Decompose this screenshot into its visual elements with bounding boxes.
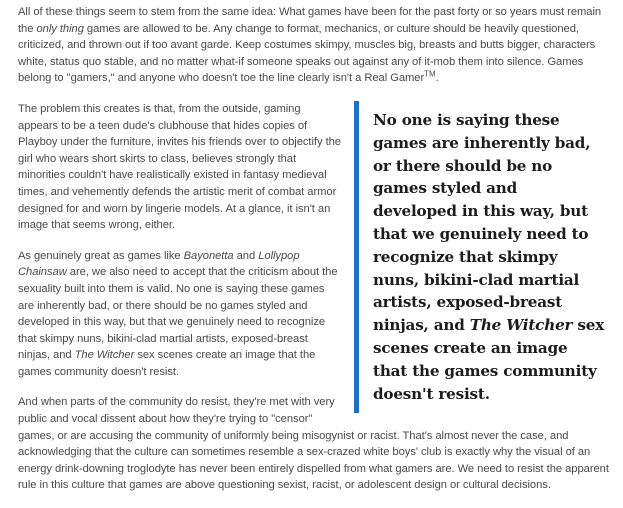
- p1-text-3: .: [435, 72, 439, 85]
- p3-text-4: sex scenes create an image that the games community doesn't resist.: [18, 349, 316, 378]
- p2-text: The problem this creates is that, from the outside, gaming appears to be a teen dude's clubhouse that hides copies of Playboy under the furniture, invites his friends over to objectify the girl who wears short skirts to class, believes strongly that minorities couldn't have realistically existed in fantasy medieval times, and vehemently defends the artistic merit of combat armor designed for and worn by lingerie models. At a glance, it isn't an image that seems wrong, either.: [18, 102, 341, 232]
- p4-text: And when parts of the community do resist, they're met with very public and vocal dissent about how they're trying to "censor" games, or are accusing the community of uniformly being misogynist or racist. That's almost never the case, and acknowledging that the culture can sometimes resemble a sex-crazed white boys' club is exactly why the visual of an energy drink-downing troglodyte has never been entirely dispelled from what gamers are. We need to resist the apparent rule in this culture that games are above questioning sexist, racist, or adolescent design or cultural decisions.: [18, 396, 609, 492]
- article-body: [18, 4, 615, 508]
- p1-emphasis-only-thing: only thing: [36, 22, 84, 35]
- p3-title-witcher: The Witcher: [74, 349, 135, 362]
- p3-text-2: and: [233, 249, 259, 262]
- p3-title-lollypop-chainsaw: Lollypop Chainsaw: [18, 249, 300, 279]
- pull-quote: [354, 101, 615, 413]
- p1-text-1: All of these things seem to stem from the same idea: What games have been for the past forty or so years must remain the: [18, 6, 602, 35]
- pull-quote-title-witcher: The Witcher: [469, 316, 573, 335]
- p3-text-1: As genuinely great as games like: [18, 249, 184, 262]
- pull-quote-text-2: sex scenes create an image that the games community doesn't resist.: [373, 316, 605, 403]
- p3-title-bayonetta: Bayonetta: [183, 249, 234, 262]
- p3-text-3: are, we also need to accept that the criticism about the sexuality built into them is valid. No one is saying these games are inherently bad, or there should be no games styled and developed in this way, but that we genuinely need to recognize that skimpy nuns, bikini-clad martial artists, exposed-breast ninjas, and: [18, 266, 338, 362]
- pull-quote-text-1: No one is saying these games are inherently bad, or there should be no games styled and developed in this way, but that we genuinely need to recognize that skimpy nuns, bikini-clad martial artists, exposed-breast ninjas, and: [373, 110, 591, 335]
- paragraph-1: [18, 4, 615, 87]
- p1-text-2: games are allowed to be. Any change to format, mechanics, or culture should be heavily questioned, criticized, and thrown out if too avant garde. Keep costumes skimpy, muscles big, breasts and butts bigger, characters white, status quo stable, and no matter what-if someone speaks out against any of it-mob them into silence. Games belong to "gamers," and anyone who doesn't toe the line clearly isn't a Real Gamer: [18, 22, 596, 85]
- trademark-mark: TM: [424, 69, 436, 79]
